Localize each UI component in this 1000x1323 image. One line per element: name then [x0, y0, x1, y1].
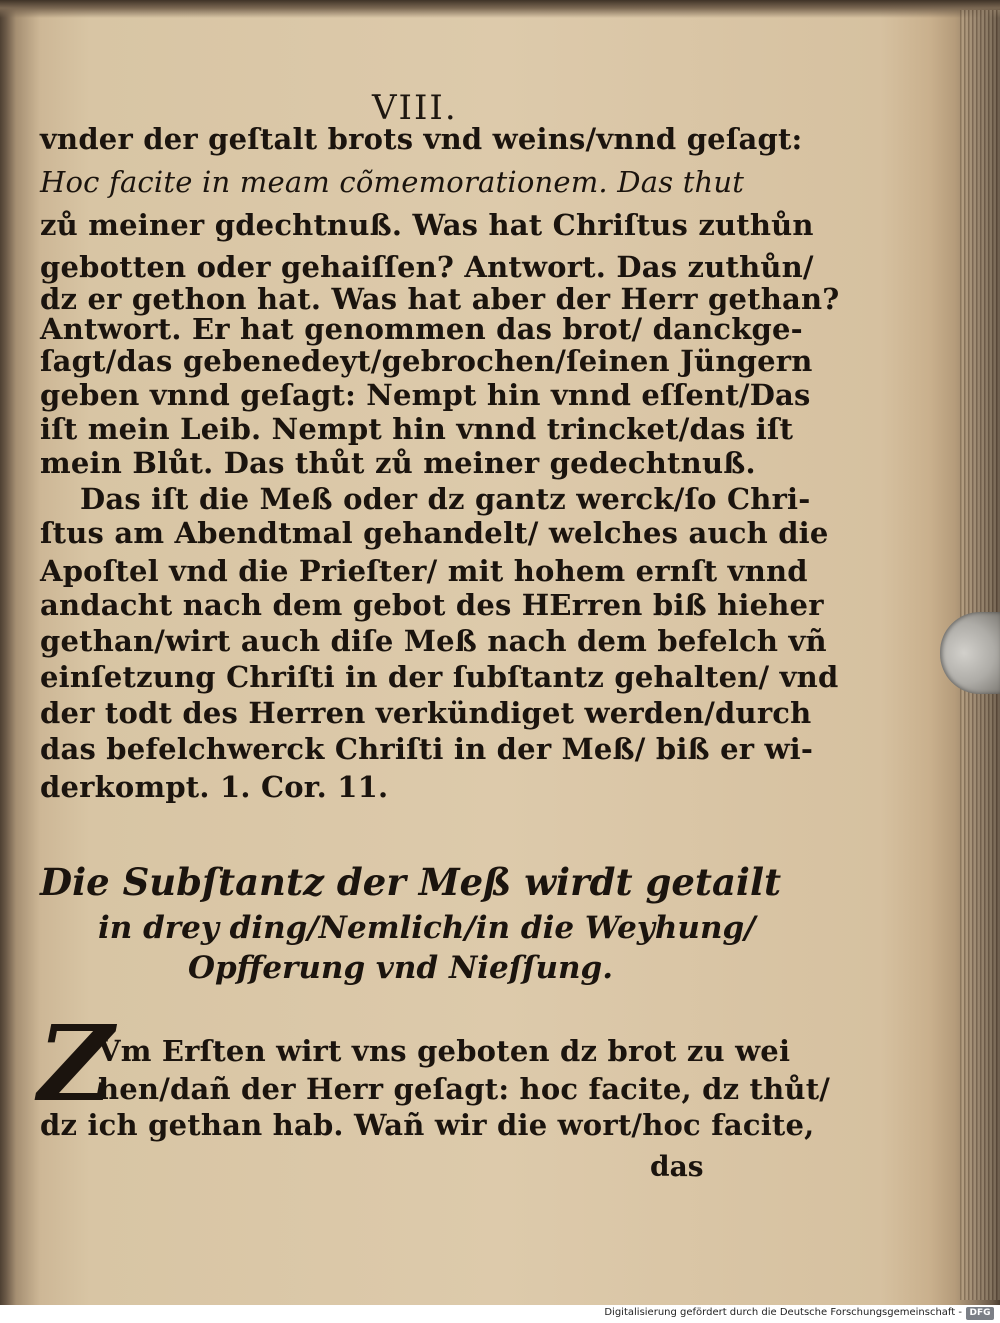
- text-line: Vm Erſten wirt vns geboten dz brot zu wei: [98, 1034, 791, 1068]
- dfg-logo: DFG: [966, 1307, 994, 1320]
- funding-credit: Digitalisierung gefördert durch die Deutsche Forschungsgemeinschaft -: [604, 1307, 962, 1318]
- text-line: gebotten oder gehaiſſen? Antwort. Das zuthůn/: [40, 250, 814, 284]
- decorated-initial: Z: [38, 1002, 114, 1125]
- text-line: Hoc facite in meam cõmemorationem. Das thut: [40, 165, 745, 199]
- text-line: einſetzung Chriſti in der ſubſtantz gehalten/ vnd: [40, 660, 839, 694]
- section-heading-line: Opfferung vnd Nieſſung.: [188, 950, 613, 986]
- page-top-edge: [0, 0, 1000, 18]
- text-line: der todt des Herren verkündiget werden/durch: [40, 696, 812, 730]
- text-line: Antwort. Er hat genommen das brot/ danckge-: [40, 312, 803, 346]
- section-heading-line: in drey ding/Nemlich/in die Weyhung/: [98, 910, 756, 946]
- text-line: geben vnnd geſagt: Nempt hin vnnd eſſent/Das: [40, 378, 811, 412]
- section-heading-line: Die Subſtantz der Meß wirdt getailt: [40, 860, 782, 904]
- text-line: das befelchwerck Chriſti in der Meß/ biß er wi-: [40, 732, 814, 766]
- text-line: andacht nach dem gebot des HErren biß hieher: [40, 588, 824, 622]
- text-line: zů meiner gdechtnuß. Was hat Chriſtus zuthůn: [40, 208, 814, 242]
- text-line: derkompt. 1. Cor. 11.: [40, 770, 389, 804]
- text-line: hen/dañ der Herr geſagt: hoc facite, dz thůt/: [98, 1072, 831, 1106]
- text-line: Apoſtel vnd die Prieſter/ mit hohem ernſt vnnd: [40, 554, 808, 588]
- text-line: ſtus am Abendtmal gehandelt/ welches auch die: [40, 516, 829, 550]
- text-line: vnder der geſtalt brots vnd weins/vnnd geſagt:: [40, 122, 803, 156]
- text-line: ſagt/das gebenedeyt/gebrochen/ſeinen Jüngern: [40, 344, 813, 378]
- text-line: Das iſt die Meß oder dz gantz werck/ſo Chri-: [80, 482, 811, 516]
- text-line: gethan/wirt auch diſe Meß nach dem befelch vñ: [40, 624, 827, 658]
- text-line: mein Blůt. Das thůt zů meiner gedechtnuß.: [40, 446, 756, 480]
- text-line: dz ich gethan hab. Wañ wir die wort/hoc facite,: [40, 1108, 815, 1142]
- folio-number: VIII.: [372, 88, 458, 128]
- text-line: dz er gethon hat. Was hat aber der Herr gethan?: [40, 282, 840, 316]
- text-line: iſt mein Leib. Nempt hin vnnd trincket/das iſt: [40, 412, 794, 446]
- catchword: das: [650, 1150, 704, 1183]
